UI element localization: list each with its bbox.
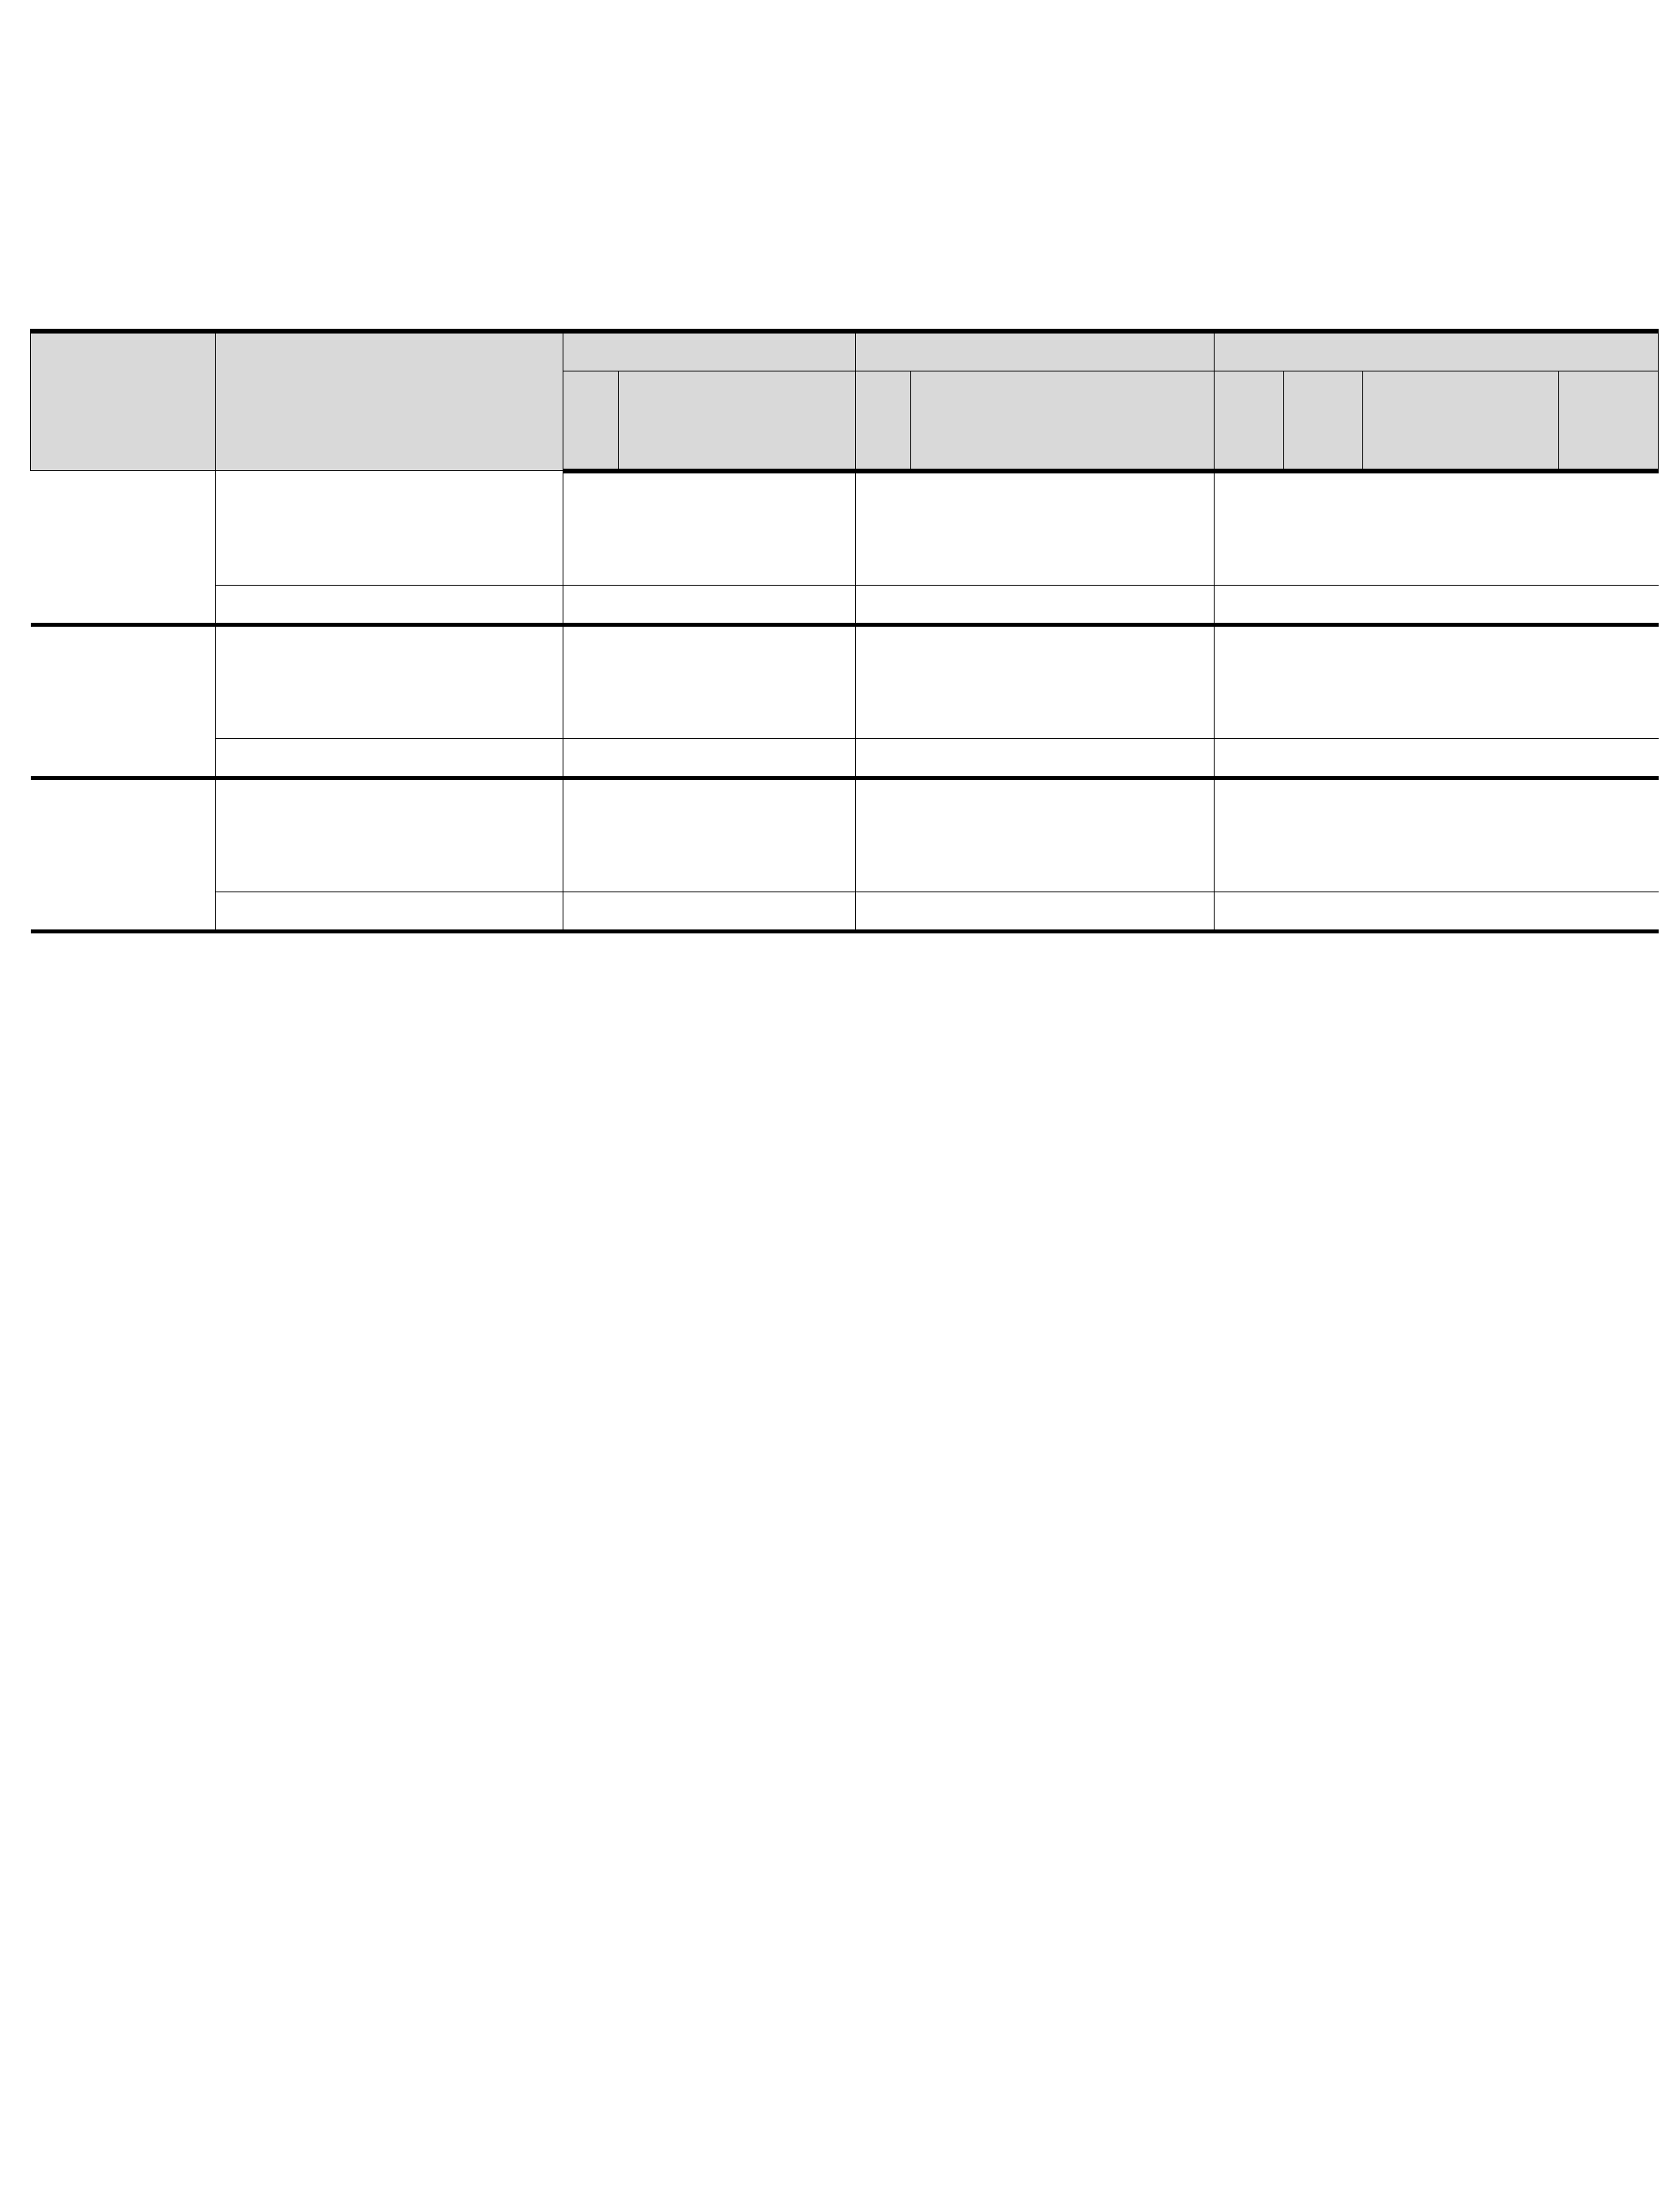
cell-pct-importe — [1559, 471, 1659, 511]
cell-n-2014 — [856, 511, 911, 548]
cell-n-2014 — [856, 471, 911, 511]
cell-pct-importe — [1559, 817, 1659, 854]
cell-importe-2013 — [619, 738, 856, 778]
cell-n-2013 — [563, 778, 619, 817]
cell-importe-2013 — [619, 817, 856, 854]
cell-importe-total — [1363, 701, 1559, 739]
cell-importe-2013 — [619, 624, 856, 664]
tipo-label — [31, 778, 216, 931]
cell-procedimiento — [216, 585, 563, 624]
subtotal-row — [31, 738, 1659, 778]
cell-n-total — [1215, 511, 1284, 548]
cell-n-2014 — [856, 854, 911, 892]
cell-importe-2013 — [619, 511, 856, 548]
header-total — [1215, 331, 1659, 371]
contracts-table — [30, 329, 1659, 933]
cell-pct-importe — [1559, 854, 1659, 892]
cell-n-2013 — [563, 624, 619, 664]
cell-pct-n — [1284, 854, 1363, 892]
cell-importe-2013 — [619, 548, 856, 586]
table-row — [31, 817, 1659, 854]
cell-pct-n — [1284, 701, 1363, 739]
cell-n-2013 — [563, 511, 619, 548]
cell-pct-importe — [1559, 664, 1659, 701]
cell-n-2014 — [856, 738, 911, 778]
subtotal-row — [31, 892, 1659, 931]
header-pct-n — [1284, 371, 1363, 471]
header-2013 — [563, 331, 856, 371]
cell-pct-importe — [1559, 778, 1659, 817]
cell-pct-importe — [1559, 701, 1659, 739]
cell-pct-importe — [1559, 585, 1659, 624]
cell-n-total — [1215, 817, 1284, 854]
cell-importe-2013 — [619, 701, 856, 739]
cell-importe-total — [1363, 817, 1559, 854]
cell-importe-2014 — [911, 471, 1215, 511]
cell-importe-total — [1363, 548, 1559, 586]
table-row — [31, 511, 1659, 548]
cell-pct-importe — [1559, 738, 1659, 778]
cell-n-2014 — [856, 585, 911, 624]
cell-importe-total — [1363, 511, 1559, 548]
cell-n-2013 — [563, 471, 619, 511]
cell-procedimiento — [216, 511, 563, 548]
cell-importe-total — [1363, 585, 1559, 624]
cell-n-2013 — [563, 738, 619, 778]
cell-importe-2014 — [911, 738, 1215, 778]
table-row — [31, 624, 1659, 664]
cell-importe-total — [1363, 738, 1559, 778]
cell-n-total — [1215, 738, 1284, 778]
cell-n-2014 — [856, 817, 911, 854]
cell-importe-total — [1363, 471, 1559, 511]
cell-pct-n — [1284, 778, 1363, 817]
header-pct-importe — [1559, 371, 1659, 471]
cell-pct-n — [1284, 511, 1363, 548]
cell-n-total — [1215, 854, 1284, 892]
cell-pct-importe — [1559, 511, 1659, 548]
header-n-2014 — [856, 371, 911, 471]
tipo-label — [31, 624, 216, 778]
cell-procedimiento — [216, 854, 563, 892]
cell-importe-2014 — [911, 817, 1215, 854]
cell-n-2013 — [563, 585, 619, 624]
cell-pct-importe — [1559, 892, 1659, 931]
cell-procedimiento — [216, 738, 563, 778]
cell-n-total — [1215, 892, 1284, 931]
cell-importe-2014 — [911, 585, 1215, 624]
table-row — [31, 471, 1659, 511]
cell-n-2014 — [856, 548, 911, 586]
header-importe-2014 — [911, 371, 1215, 471]
cell-importe-2014 — [911, 624, 1215, 664]
cell-n-total — [1215, 624, 1284, 664]
cell-importe-total — [1363, 624, 1559, 664]
table-body — [31, 471, 1659, 932]
table-row — [31, 664, 1659, 701]
cell-n-2013 — [563, 664, 619, 701]
cell-importe-2014 — [911, 892, 1215, 931]
cell-importe-2014 — [911, 511, 1215, 548]
cell-pct-n — [1284, 471, 1363, 511]
cell-importe-2013 — [619, 585, 856, 624]
cell-importe-total — [1363, 892, 1559, 931]
table-row — [31, 548, 1659, 586]
cell-importe-2014 — [911, 854, 1215, 892]
cell-pct-n — [1284, 624, 1363, 664]
cell-pct-importe — [1559, 548, 1659, 586]
cell-pct-n — [1284, 892, 1363, 931]
cell-n-2013 — [563, 892, 619, 931]
cell-n-2014 — [856, 664, 911, 701]
cell-importe-2014 — [911, 664, 1215, 701]
table-row — [31, 778, 1659, 817]
table-row — [31, 701, 1659, 739]
cell-n-2014 — [856, 701, 911, 739]
cell-pct-n — [1284, 664, 1363, 701]
cell-n-2013 — [563, 701, 619, 739]
cell-n-total — [1215, 701, 1284, 739]
cell-procedimiento — [216, 817, 563, 854]
cell-n-total — [1215, 471, 1284, 511]
cell-importe-total — [1363, 664, 1559, 701]
cell-procedimiento — [216, 892, 563, 931]
cell-procedimiento — [216, 701, 563, 739]
cell-pct-n — [1284, 738, 1363, 778]
cell-importe-2013 — [619, 778, 856, 817]
header-importe-2013 — [619, 371, 856, 471]
cell-n-total — [1215, 664, 1284, 701]
header-n-total — [1215, 371, 1284, 471]
cell-importe-2013 — [619, 892, 856, 931]
cell-pct-importe — [1559, 624, 1659, 664]
cell-importe-2014 — [911, 548, 1215, 586]
table-row — [31, 854, 1659, 892]
cell-n-2014 — [856, 778, 911, 817]
cell-importe-2014 — [911, 701, 1215, 739]
cell-procedimiento — [216, 624, 563, 664]
cell-importe-2014 — [911, 778, 1215, 817]
cell-pct-n — [1284, 548, 1363, 586]
header-importe-total — [1363, 371, 1559, 471]
cell-importe-2013 — [619, 854, 856, 892]
header-procedimiento — [216, 331, 563, 471]
cell-importe-total — [1363, 778, 1559, 817]
cell-procedimiento — [216, 471, 563, 511]
cell-procedimiento — [216, 664, 563, 701]
cell-n-2013 — [563, 548, 619, 586]
cell-pct-n — [1284, 817, 1363, 854]
tipo-label — [31, 471, 216, 625]
cell-procedimiento — [216, 778, 563, 817]
cell-n-2013 — [563, 817, 619, 854]
cell-importe-2013 — [619, 471, 856, 511]
cell-n-total — [1215, 778, 1284, 817]
cell-n-total — [1215, 585, 1284, 624]
cell-n-2013 — [563, 854, 619, 892]
cell-importe-2013 — [619, 664, 856, 701]
cell-procedimiento — [216, 548, 563, 586]
header-n-2013 — [563, 371, 619, 471]
header-tipo — [31, 331, 216, 471]
header-2014 — [856, 331, 1215, 371]
cell-n-2014 — [856, 624, 911, 664]
cell-importe-total — [1363, 854, 1559, 892]
subtotal-row — [31, 585, 1659, 624]
cell-n-2014 — [856, 892, 911, 931]
cell-n-total — [1215, 548, 1284, 586]
cell-pct-n — [1284, 585, 1363, 624]
